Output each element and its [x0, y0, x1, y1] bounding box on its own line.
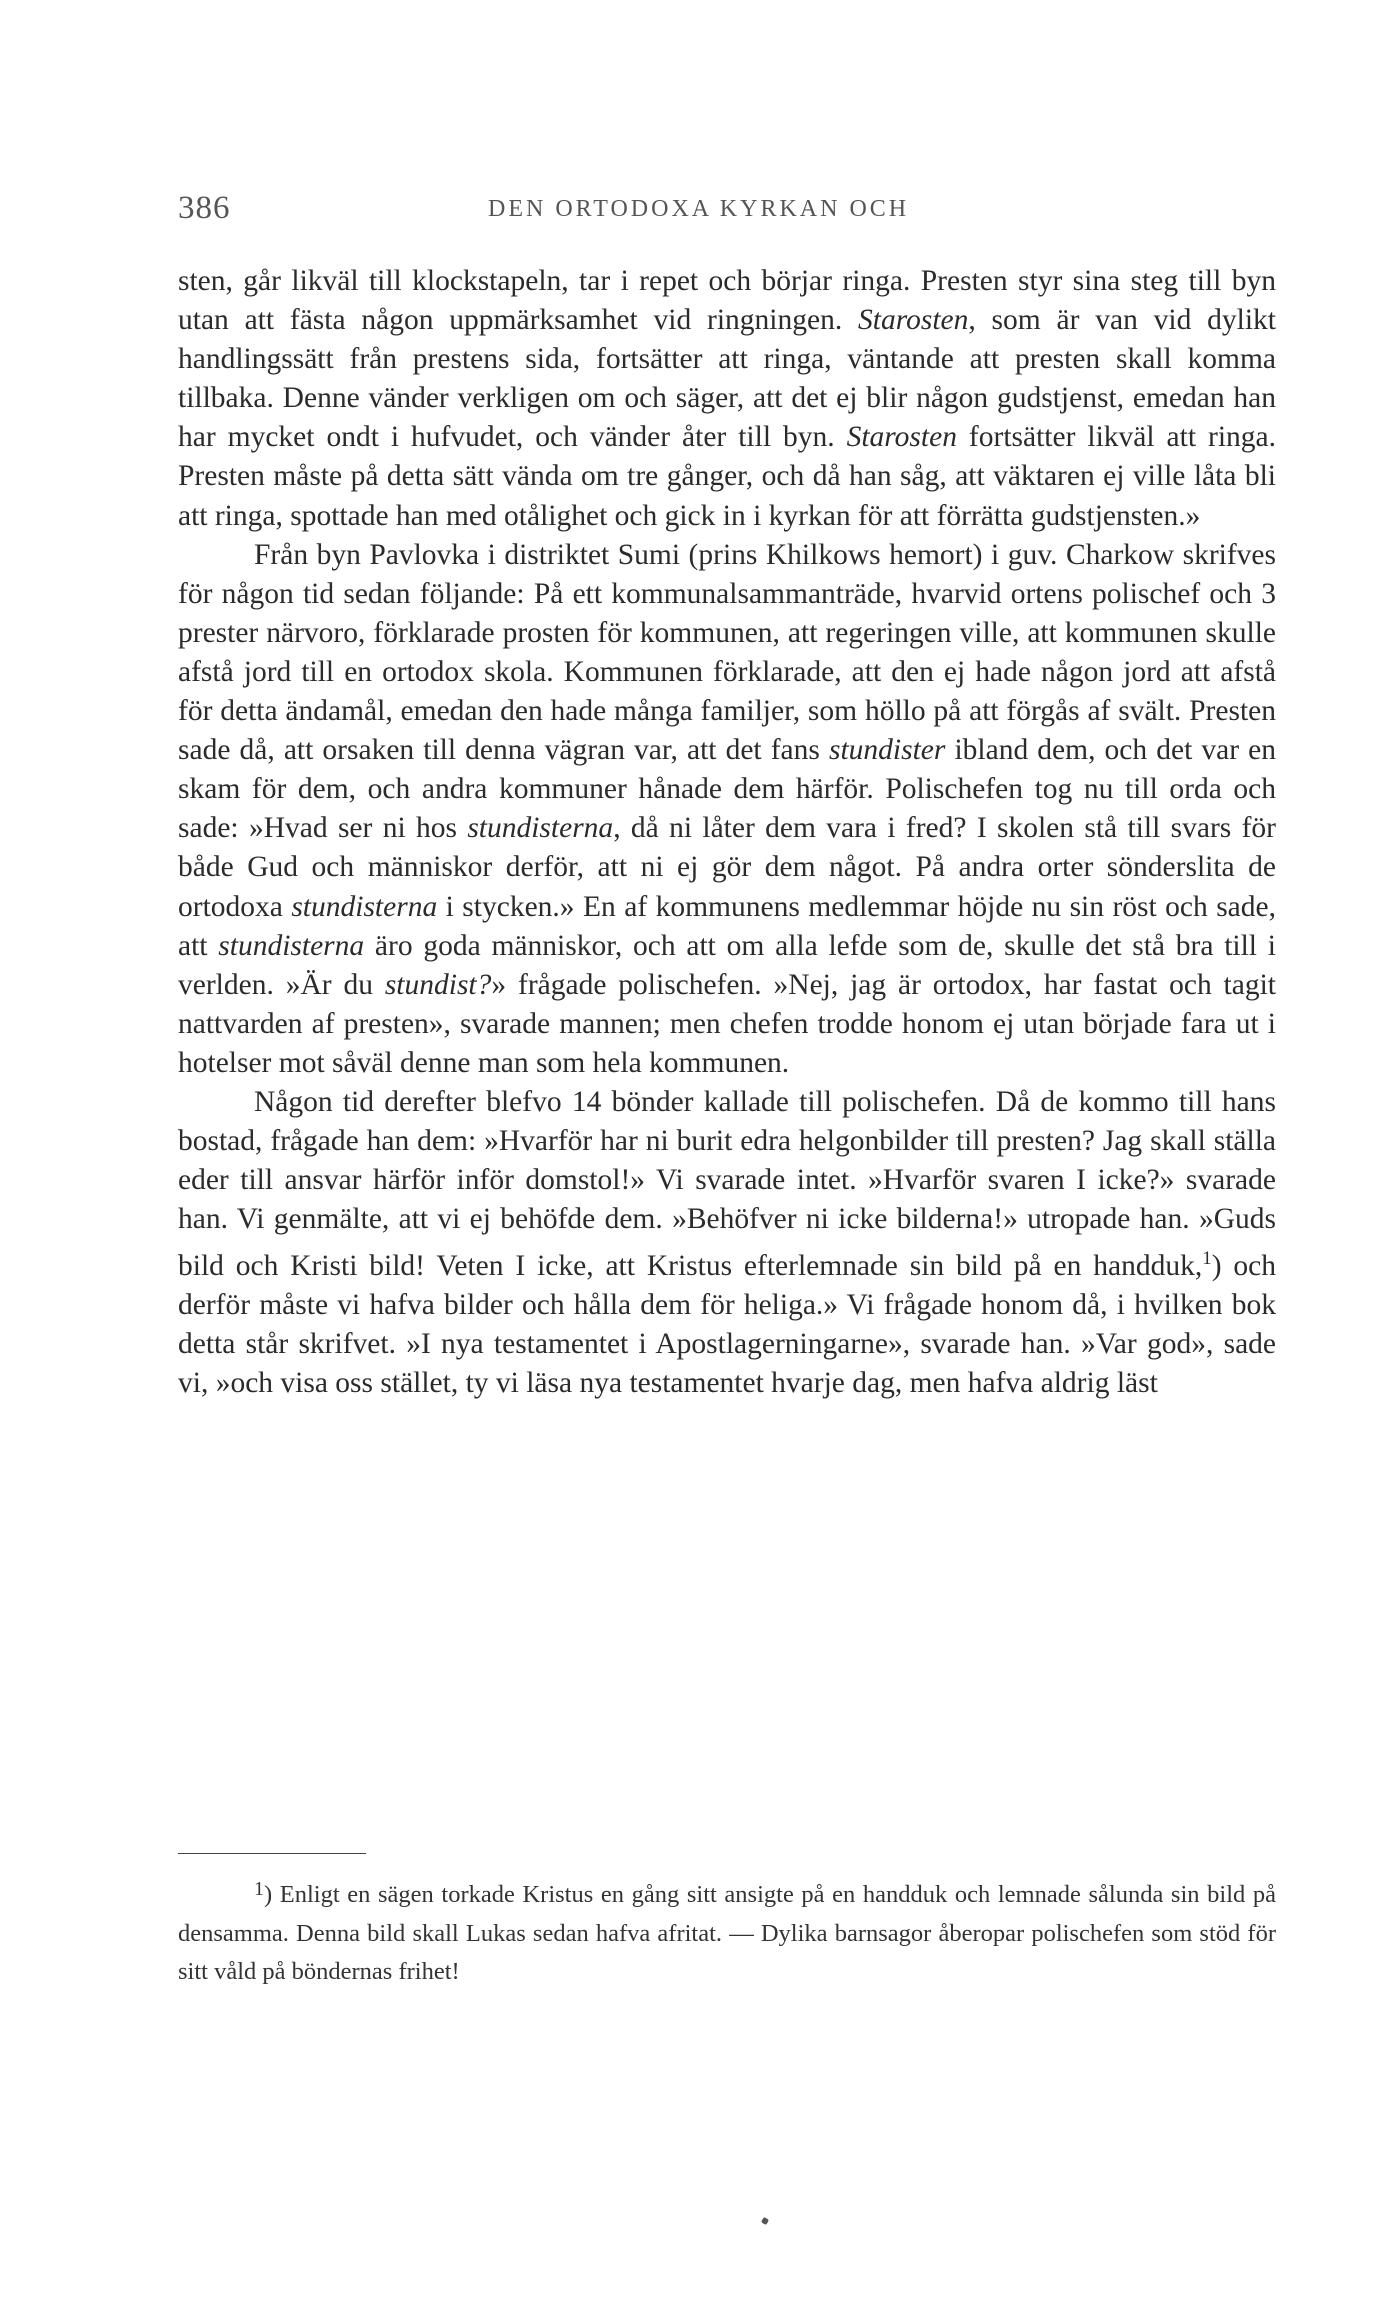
- italic-term: Starosten: [858, 304, 969, 337]
- italic-term: stundisterna: [467, 812, 614, 845]
- paragraph-1: [178, 262, 1276, 536]
- ink-speck: [761, 2217, 769, 2225]
- text-run: , då ni låter dem vara i fred? I skolen stå till svars för både Gud och människor derför, att ni ej gör dem något. På andra orter sönderslita de ortodoxa: [178, 812, 1276, 923]
- text-run: äro goda människor, och att om alla lefde som de, skulle det stå bra till i verlden. »Är du: [178, 929, 1276, 1001]
- text-run: » frågade polischefen. »Nej, jag är ortodox, har fastat och tagit nattvarden af presten», svarade mannen; men chefen trodde honom ej utan började fara ut i hotelser mot såväl denne man som hela kommunen.: [178, 968, 1276, 1079]
- italic-term: stundister: [828, 734, 946, 767]
- footnotes: [178, 1870, 1276, 1992]
- footnote-text: ) Enligt en sägen torkade Kristus en gång sitt ansigte på en handduk och lemnade sålunda sin bild på densamma. Denna bild skall Lukas sedan hafva afritat. — Dylika barnsagor åberopar polischefen som stöd för sitt våld på böndernas frihet!: [178, 1881, 1276, 1986]
- footnote-1: [178, 1870, 1276, 1992]
- text-run: fortsätter likväl att ringa. Presten måste på detta sätt vända om tre gånger, och då han såg, att väktaren ej ville låta bli att ringa, spottade han med otålighet och gick in i kyrkan för att förrätta gudstjensten.»: [178, 421, 1276, 532]
- text-run: Från byn Pavlovka i distriktet Sumi (prins Khilkows hemort) i guv. Charkow skrifves för någon tid sedan följande: På ett kommunalsammanträde, hvarvid ortens polischef och 3 prester närvoro, förklarade prosten för kommunen, att regeringen ville, att kommunen skulle afstå jord till en ortodox skola. Kommunen förklarade, att den ej hade någon jord att afstå för detta ändamål, emedan den hade många familjer, som höllo på att förgås af svält. Presten sade då, att orsaken till denna vägran var, att det fans: [178, 538, 1276, 767]
- italic-term: stundisterna: [291, 890, 438, 923]
- paragraph-3: [178, 1083, 1276, 1404]
- footnote-reference: 1: [1202, 1248, 1212, 1270]
- text-run: ibland dem, och det var en skam för dem, och andra kommuner hånade dem härför. Polischefen tog nu till orda och sade: »Hvad ser ni hos: [178, 734, 1276, 845]
- italic-term: stundisterna: [218, 929, 365, 962]
- text-run: ) och derför måste vi hafva bilder och hålla dem för heliga.» Vi frågade honom då, i hvilken bok detta står skrifvet. »I nya testamentet i Apostlagerningarne», svarade han. »Var god», sade vi, »och visa oss stället, ty vi läsa nya testamentet hvarje dag, men hafva aldrig läst: [178, 1250, 1276, 1400]
- italic-term: Starosten: [846, 421, 957, 454]
- page-number: 386: [178, 190, 231, 226]
- text-run: , som är van vid dylikt handlingssätt från prestens sida, fortsätter att ringa, väntande att presten skall komma tillbaka. Denne vänder verkligen om och säger, att det ej blir någon gudstjenst, emedan han har mycket ondt i hufvudet, och vänder åter till byn.: [178, 304, 1277, 454]
- paragraph-2: [178, 536, 1276, 1083]
- text-run: i stycken.» En af kommunens medlemmar höjde nu sin röst och sade, att: [178, 890, 1276, 962]
- footnote-marker: 1: [254, 1878, 264, 1900]
- body-text: [178, 262, 1276, 1404]
- italic-term: stundist?: [384, 968, 492, 1001]
- footnote-divider: [178, 1853, 366, 1854]
- running-title: DEN ORTODOXA KYRKAN OCH: [488, 196, 910, 222]
- page-header: [178, 190, 1276, 234]
- text-run: Någon tid derefter blefvo 14 bönder kallade till polischefen. Då de kommo till hans bostad, frågade han dem: »Hvarför har ni burit edra helgonbilder till presten? Jag skall ställa eder till ansvar härför inför domstol!» Vi svarade intet. »Hvarför svaren I icke?» svarade han. Vi genmälte, att vi ej behöfde dem. »Behöfver ni icke bilderna!» utropade han. »Guds bild och Kristi bild! Veten I icke, att Kristus efterlemnade sin bild på en handduk,: [178, 1085, 1276, 1283]
- text-run: sten, går likväl till klockstapeln, tar i repet och börjar ringa. Presten styr sina steg till byn utan att fästa någon uppmärksamhet vid ringningen.: [178, 265, 1276, 337]
